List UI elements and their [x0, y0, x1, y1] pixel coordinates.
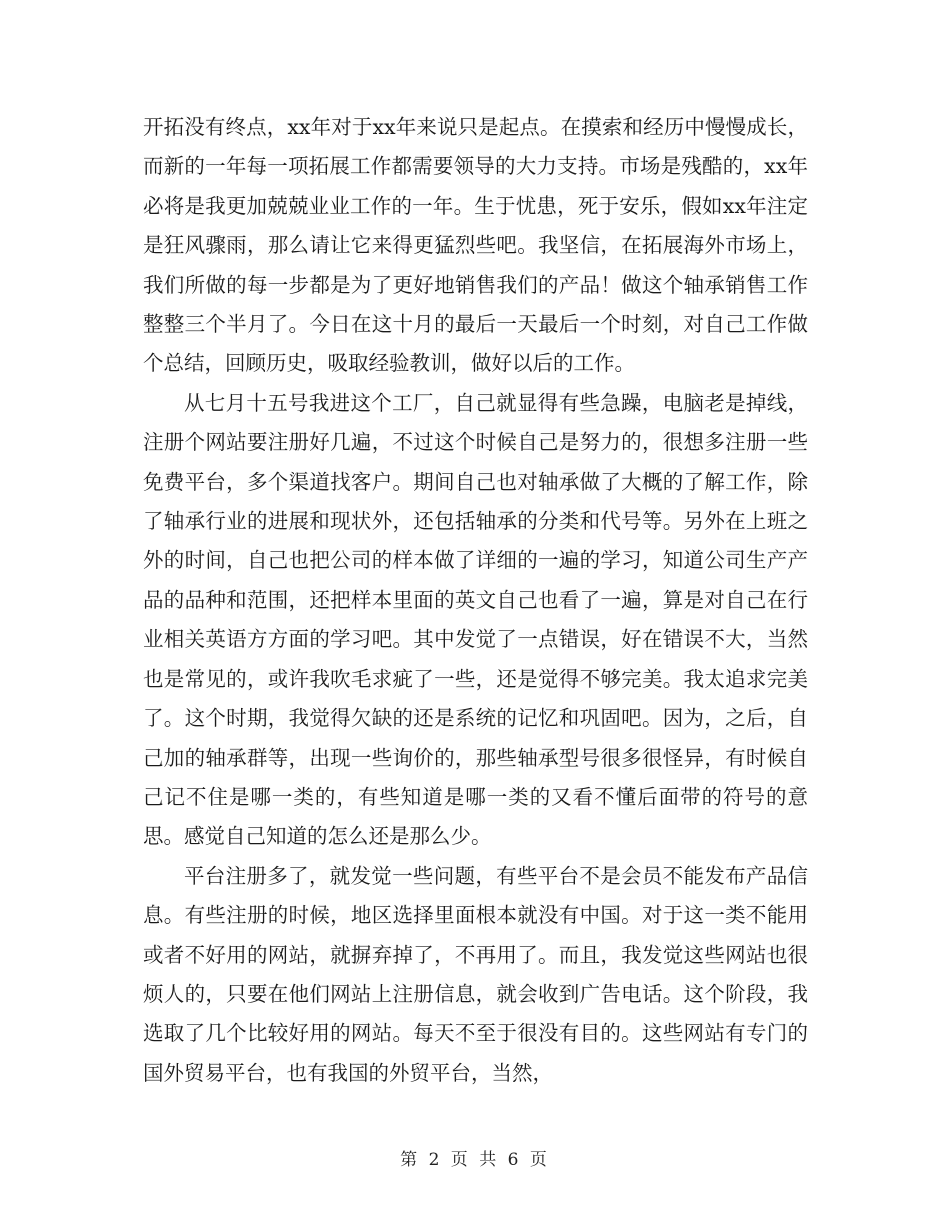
paragraph-2: 从七月十五号我进这个工厂，自己就显得有些急躁，电脑老是掉线，注册个网站要注册好几遍，不过这个时候自己是努力的，很想多注册一些免费平台，多个渠道找客户。期间自己也对轴承做了大概的了解工作，除了轴承行业的进展和现状外，还包括轴承的分类和代号等。另外在上班之外的时间，自己也把公司的样本做了详细的一遍的学习，知道公司生产产品的品种和范围，还把样本里面的英文自己也看了一遍，算是对自己在行业相关英语方方面的学习吧。其中发觉了一点错误，好在错误不大，当然也是常见的，或许我吹毛求疵了一些，还是觉得不够完美。我太追求完美了。这个时期，我觉得欠缺的还是系统的记忆和巩固吧。因为，之后，自己加的轴承群等，出现一些询价的，那些轴承型号很多很怪异，有时候自己记不住是哪一类的，有些知道是哪一类的又看不懂后面带的符号的意思。感觉自己知道的怎么还是那么少。	[143, 390, 808, 849]
paragraph-3: 平台注册多了，就发觉一些问题，有些平台不是会员不能发布产品信息。有些注册的时候，地区选择里面根本就没有中国。对于这一类不能用或者不好用的网站，就摒弃掉了，不再用了。而且，我发觉这些网站也很烦人的，只要在他们网站上注册信息，就会收到广告电话。这个阶段，我选取了几个比较好用的网站。每天不至于很没有目的。这些网站有专门的国外贸易平台，也有我国的外贸平台，当然，	[143, 863, 808, 1085]
document-body	[143, 108, 808, 1093]
page-number-footer: 第 2 页 共 6 页	[400, 1150, 550, 1170]
paragraph-1: 开拓没有终点，xx年对于xx年来说只是起点。在摸索和经历中慢慢成长，而新的一年每一项拓展工作都需要领导的大力支持。市场是残酷的，xx年必将是我更加兢兢业业工作的一年。生于忧患，死于安乐，假如xx年注定是狂风骤雨，那么请让它来得更猛烈些吧。我坚信，在拓展海外市场上，我们所做的每一步都是为了更好地销售我们的产品！做这个轴承销售工作整整三个半月了。今日在这十月的最后一天最后一个时刻，对自己工作做个总结，回顾历史，吸取经验教训，做好以后的工作。	[143, 115, 808, 376]
